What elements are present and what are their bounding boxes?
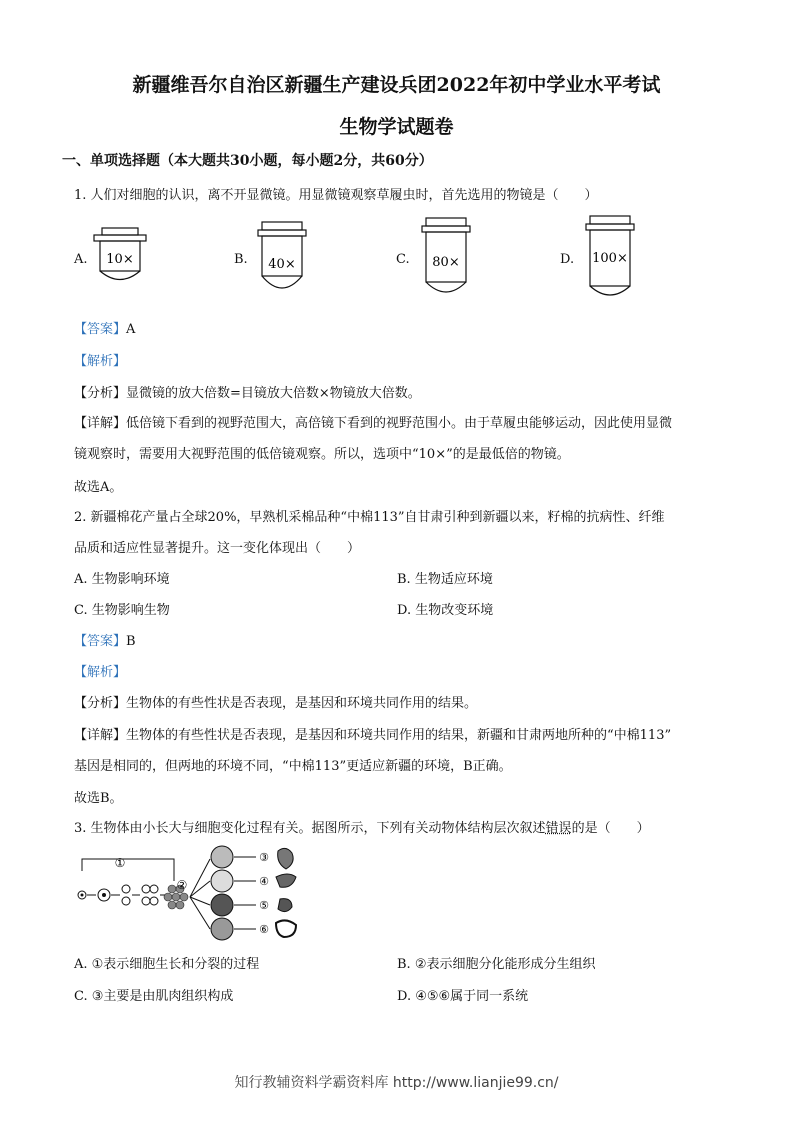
label-3: ③ bbox=[259, 851, 269, 864]
q1-option-d-label: D. bbox=[560, 252, 575, 267]
q1-analysis-tag: 【解析】 bbox=[74, 354, 127, 369]
q2-stem-1: 2. 新疆棉花产量占全球20%，早熟机采棉品种“中棉113”自甘肃引种到新疆以来，籽棉的抗病性、纤维 bbox=[74, 510, 665, 525]
q2-stem-2: 品质和适应性显著提升。这一变化体现出（ ） bbox=[74, 541, 361, 556]
q1-fenxi: 【分析】显微镜的放大倍数=目镜放大倍数×物镜放大倍数。 bbox=[74, 386, 421, 401]
objective-lens-80x-icon bbox=[418, 216, 474, 304]
q3-option-a: A. ①表示细胞生长和分裂的过程 bbox=[74, 957, 260, 972]
footer-link[interactable]: 知行教辅资料学霸资料库 http://www.lianjie99.cn/ bbox=[234, 1075, 559, 1091]
q1-option-c-label: C. bbox=[396, 252, 410, 267]
q1-option-b-label: B. bbox=[234, 252, 248, 267]
q1-answer: 【答案】A bbox=[74, 322, 136, 337]
q2-conclusion: 故选B。 bbox=[74, 791, 123, 806]
q2-detail-2: 基因是相同的，但两地的环境不同，“中棉113”更适应新疆的环境，B正确。 bbox=[74, 759, 512, 774]
objective-lens-40x-icon bbox=[254, 220, 310, 300]
label-4: ④ bbox=[259, 875, 269, 888]
q3-option-d: D. ④⑤⑥属于同一系统 bbox=[397, 989, 529, 1004]
q1-detail-1: 【详解】低倍镜下看到的视野范围大，高倍镜下看到的视野范围小。由于草履虫能够运动，因此使用显微 bbox=[74, 416, 673, 431]
q3-stem: 3. 生物体由小长大与细胞变化过程有关。据图所示，下列有关动物体结构层次叙述错误的是（ ） bbox=[74, 821, 650, 836]
stomach-icon bbox=[278, 899, 292, 912]
objective-lens-10x-icon bbox=[92, 226, 148, 294]
q2-option-a: A. 生物影响环境 bbox=[74, 572, 170, 587]
q1-option-a-lens: 10× bbox=[106, 252, 134, 267]
q1-option-d-lens: 100× bbox=[592, 251, 628, 266]
q3-option-c: C. ③主要是由肌肉组织构成 bbox=[74, 989, 234, 1004]
q1-detail-2: 镜观察时，需要用大视野范围的低倍镜观察。所以，选项中“10×”的是最低倍的物镜。 bbox=[74, 447, 570, 462]
q1-option-a-label: A. bbox=[74, 252, 88, 267]
q2-option-c: C. 生物影响生物 bbox=[74, 603, 170, 618]
q1-options bbox=[74, 220, 754, 320]
exam-title: 新疆维吾尔自治区新疆生产建设兵团2022年初中学业水平考试 bbox=[132, 74, 661, 96]
q2-detail-1: 【详解】生物体的有些性状是否表现，是基因和环境共同作用的结果，新疆和甘肃两地所种的“中棉113” bbox=[74, 728, 672, 743]
q2-option-b: B. 生物适应环境 bbox=[397, 572, 493, 587]
intestine-icon bbox=[276, 920, 296, 937]
q2-option-d: D. 生物改变环境 bbox=[397, 603, 494, 618]
liver-icon bbox=[276, 874, 296, 887]
q1-option-b-lens: 40× bbox=[268, 257, 296, 272]
objective-lens-100x-icon bbox=[582, 214, 638, 306]
q2-answer: 【答案】B bbox=[74, 634, 136, 649]
label-2: ② bbox=[176, 878, 188, 892]
label-6: ⑥ bbox=[259, 923, 269, 936]
q1-option-c-lens: 80× bbox=[432, 255, 460, 270]
q1-conclusion: 故选A。 bbox=[74, 480, 123, 495]
label-5: ⑤ bbox=[259, 899, 269, 912]
label-1: ① bbox=[114, 856, 126, 870]
heart-icon bbox=[278, 848, 293, 869]
exam-subtitle: 生物学试题卷 bbox=[339, 116, 454, 138]
q1-stem: 1. 人们对细胞的认识，离不开显微镜。用显微镜观察草履虫时，首先选用的物镜是（ ） bbox=[74, 188, 598, 203]
q2-analysis-tag: 【解析】 bbox=[74, 665, 127, 680]
q2-fenxi: 【分析】生物体的有些性状是否表现，是基因和环境共同作用的结果。 bbox=[74, 696, 478, 711]
q3-option-b: B. ②表示细胞分化能形成分生组织 bbox=[397, 957, 596, 972]
section-header: 一、单项选择题（本大题共30小题，每小题2分，共60分） bbox=[62, 153, 433, 169]
cell-development-diagram bbox=[74, 845, 314, 945]
